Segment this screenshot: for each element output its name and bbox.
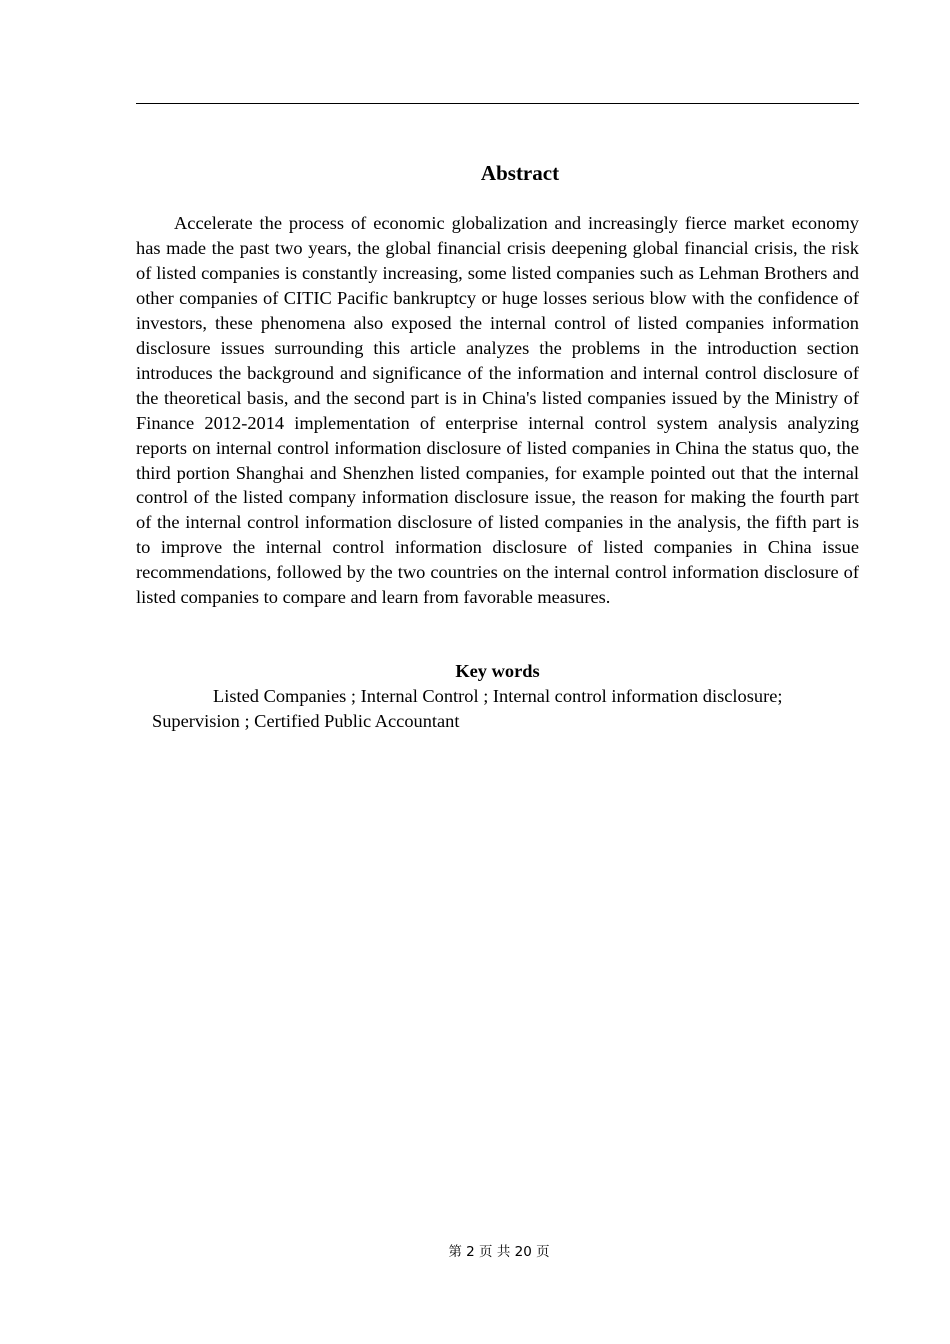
abstract-body: Accelerate the process of economic globalization and increasingly fierce market economy has made the past two years, the global financial crisis deepening global financial crisis, the risk of listed companies is constantly increasing, some listed companies such as Lehman Brothers and other companies of CITIC Pacific bankruptcy or huge losses serious blow with the confidence of investors, these phenomena also exposed the internal control of listed companies information disclosure issues surrounding this article analyzes the problems in the introduction section introduces the background and significance of the information and internal control disclosure of the theoretical basis, and the second part is in China's listed companies issued by the Ministry of Finance 2012-2014 implementation of enterprise internal control system analysis analyzing reports on internal control information disclosure of listed companies in China the status quo, the third portion Shanghai and Shenzhen listed companies, for example pointed out that the internal control of the listed company information disclosure issue, the reason for making the fourth part of the internal control information disclosure of listed companies in the analysis, the fifth part is to improve the internal control information disclosure of listed companies in China issue recommendations, followed by the two countries on the internal control information disclosure of listed companies to compare and learn from favorable measures. bbox=[136, 213, 859, 608]
abstract-title: Abstract bbox=[480, 161, 560, 185]
keywords-heading: Key words bbox=[455, 661, 540, 681]
page-number-footer: 第 2 页 共 20 页 bbox=[448, 1244, 550, 1260]
header-rule bbox=[136, 103, 859, 104]
keywords-text: Listed Companies ; Internal Control ; Internal control information disclosure; Supervision ; Certified Public Accountant bbox=[152, 686, 783, 731]
